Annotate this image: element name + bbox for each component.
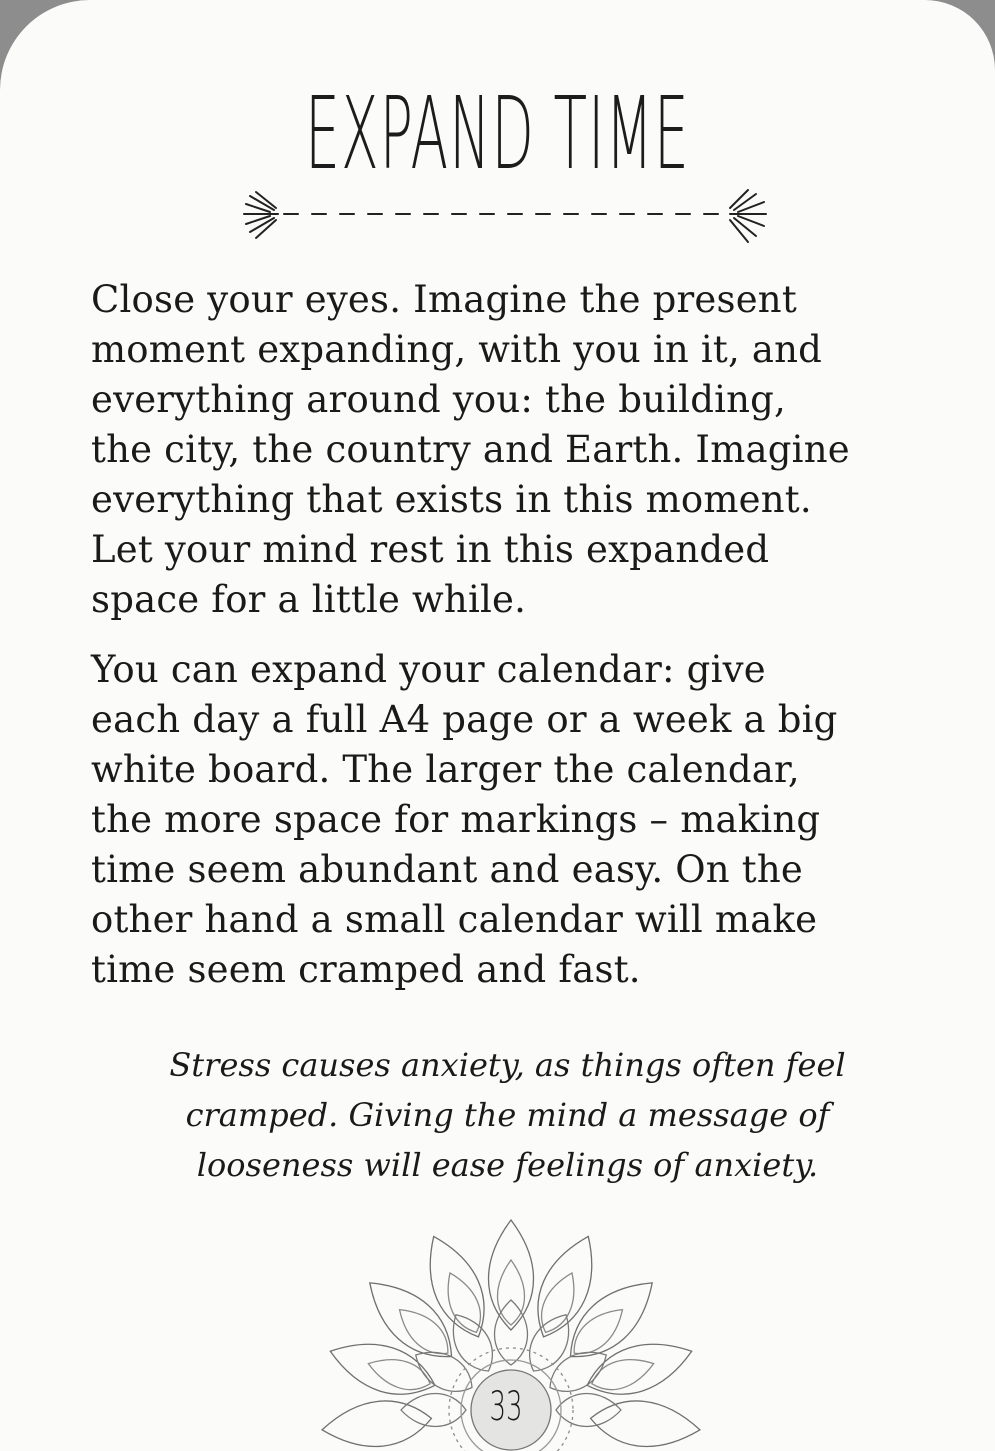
card-title: EXPAND TIME — [305, 75, 690, 192]
arrow-divider-icon — [240, 186, 770, 246]
body-paragraph-2: You can expand your calendar: give each day a full A4 page or a week a big white board. The larger the calendar, the more space for markings – making time seem abundant and easy. On the other hand a small calendar will make time seem cramped and fast. — [91, 648, 838, 991]
page-number: 33 — [489, 1384, 523, 1430]
body-paragraph-1: Close your eyes. Imagine the present moment expanding, with you in it, and everything around you: the building, the city, the country and Earth. Imagine everything that exists in this moment. Let your mind rest in this expanded space for a little while. — [91, 278, 850, 621]
quote-text: Stress causes anxiety, as things often feel cramped. Giving the mind a message of looseness will ease feelings of anxiety. — [169, 1046, 846, 1184]
